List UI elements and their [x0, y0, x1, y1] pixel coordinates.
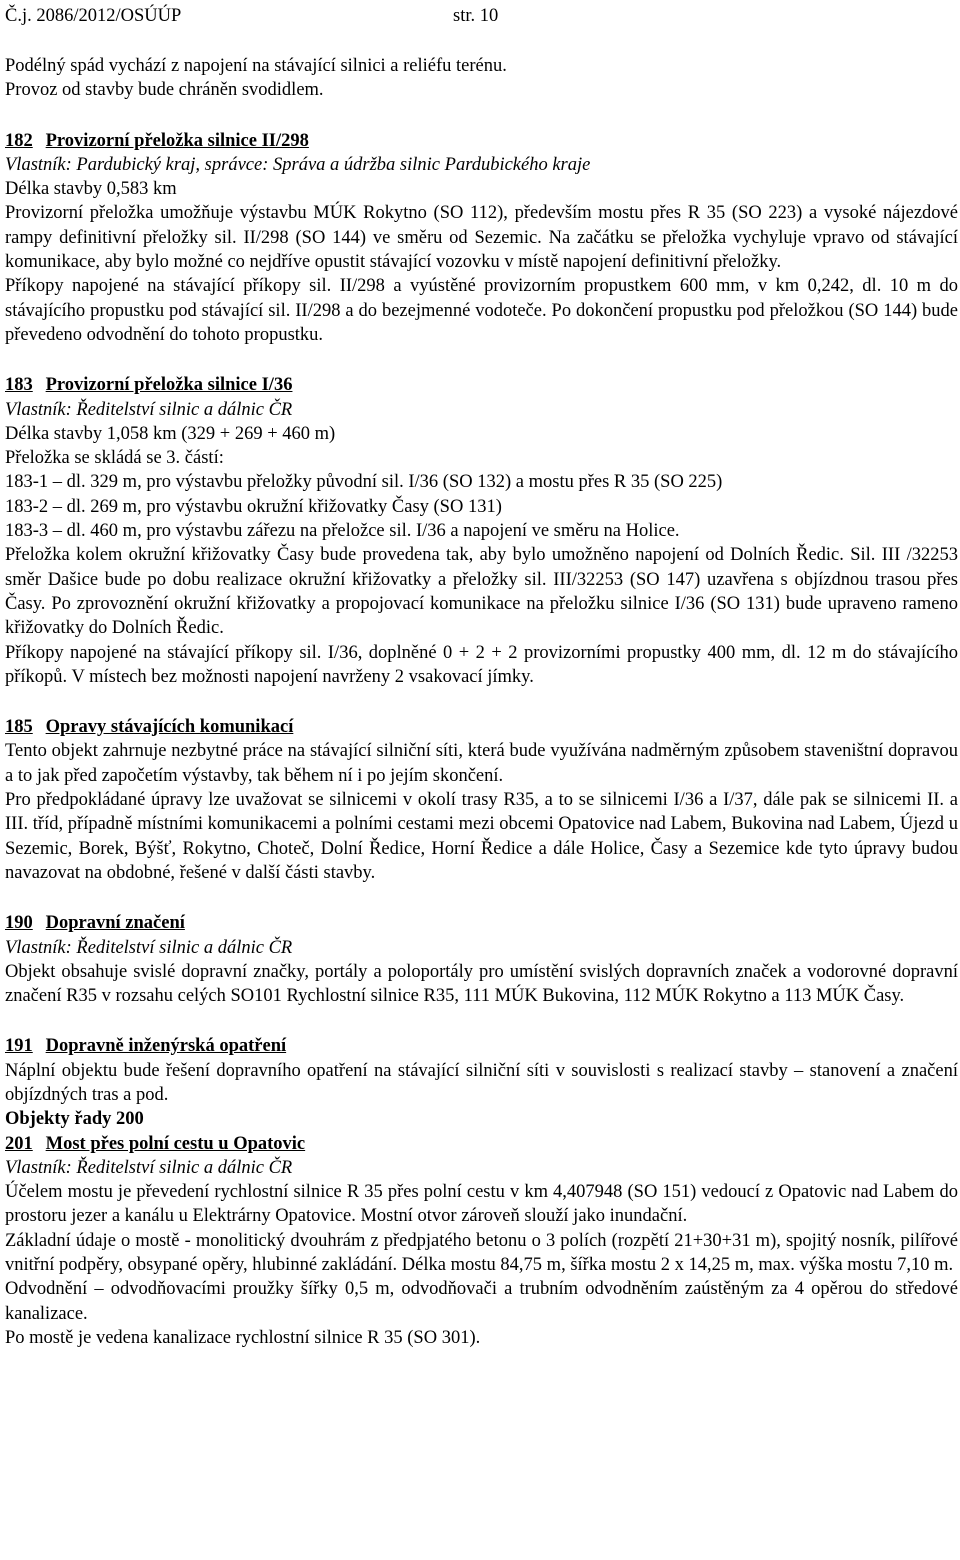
- paragraph: Tento objekt zahrnuje nezbytné práce na stávající silniční síti, která bude využívána nadměrným způsobem staveništní dopravou a to jak před započetím výstavby, tak během ní i po jejím skončení.: [5, 741, 958, 786]
- section-number: 185: [5, 717, 33, 738]
- section-owner: Vlastník: Pardubický kraj, správce: Správa a údržba silnic Pardubického kraje: [5, 154, 591, 175]
- paragraph: Pro předpokládané úpravy lze uvažovat se silnicemi v okolí trasy R35, a to se silnicemi I/36 a I/37, dále pak se silnicemi II. a III. tříd, případně místními komunikacemi a polními cestami mezi obcemi Opatovice nad Labem, Bukovina nad Labem, Újezd u Sezemic, Borek, Býšť, Rokytno, Choteč, Dolní Ředice, Horní Ředice a dále Holice, Časy a Sezemice kde tyto úpravy budou navazovat na obdobné, řešené v další části stavby.: [5, 790, 958, 883]
- document-page: [5, 4, 958, 1350]
- section-number: 183: [5, 375, 33, 396]
- section-heading-201: [5, 1132, 958, 1156]
- page-number: str. 10: [453, 6, 499, 26]
- section-number: 190: [5, 913, 33, 934]
- document-reference: Č.j. 2086/2012/OSÚÚP: [5, 6, 182, 26]
- section-number: 191: [5, 1036, 33, 1057]
- paragraph: Náplní objektu bude řešení dopravního opatření na stávající silniční síti v souvislosti s realizací stavby – stanovení a značení objízdných tras a pod.: [5, 1060, 958, 1105]
- section-title: Most přes polní cestu u Opatovic: [45, 1133, 306, 1154]
- section-length: Délka stavby 0,583 km: [5, 179, 177, 200]
- section-title: Opravy stávajících komunikací: [45, 717, 294, 738]
- section-number: 201: [5, 1133, 33, 1154]
- series-heading: Objekty řady 200: [5, 1109, 144, 1130]
- paragraph: Účelem mostu je převedení rychlostní silnice R 35 přes polní cestu v km 4,407948 (SO 151) vedoucí z Opatovic nad Labem do prostoru jezer a kanálu u Elektrárny Opatovice. Mostní otvor zároveň slouží jako inundační.: [5, 1182, 958, 1227]
- section-heading-183: [5, 373, 958, 397]
- paragraph: Přeložka kolem okružní křižovatky Časy bude provedena tak, aby bylo umožněno napojení od Dolních Ředic. Sil. III /32253 směr Dašice bude po dobu realizace okružní křižovatky a přeložky sil. III/32253 (SO 147) uzavřena s objízdnou trasou přes Časy. Po zprovoznění okružní křižovatky a propojovací komunikace na přeložku silnice I/36 (SO 131) bude upraveno rameno křižovatky do Dolních Ředic.: [5, 545, 958, 639]
- paragraph: Příkopy napojené na stávající příkopy sil. I/36, doplněné 0 + 2 + 2 provizorními propustky 400 mm, dl. 12 m do stávajícího příkopů. V místech bez možnosti napojení navrženy 2 vsakovací jímky.: [5, 642, 958, 687]
- section-owner: Vlastník: Ředitelství silnic a dálnic ČR: [5, 399, 293, 420]
- paragraph: Objekt obsahuje svislé dopravní značky, portály a poloportály pro umístění svislých dopravních značek a vodorovné dopravní značení R35 v rozsahu celých SO101 Rychlostní silnice R35, 111 MÚK Bukovina, 112 MÚK Rokytno a 113 MÚK Časy.: [5, 961, 958, 1007]
- intro-line: Podélný spád vychází z napojení na stávající silnici a reliéfu terénu.: [5, 56, 507, 76]
- paragraph: Příkopy napojené na stávající příkopy sil. II/298 a vyústěné provizorním propustkem 600 mm, v km 0,242, dl. 10 m do stávajícího propustku pod stávající sil. II/298 a do bezejmenné vodoteče. Po dokončení propustku pod přeložkou (SO 144) bude převedeno odvodnění do tohoto propustku.: [5, 276, 958, 345]
- section-length: Délka stavby 1,058 km (329 + 269 + 460 m): [5, 423, 336, 444]
- section-title: Provizorní přeložka silnice II/298: [45, 130, 309, 151]
- paragraph: Odvodnění – odvodňovacími proužky šířky 0,5 m, odvodňovači a trubním odvodněním zaústěným za 4 opěrou do středové kanalizace.: [5, 1279, 958, 1324]
- section-heading-190: [5, 911, 958, 935]
- section-heading-182: [5, 129, 958, 153]
- paragraph: Základní údaje o mostě - monolitický dvouhrám z předpjatého betonu o 3 polích (rozpětí 21+30+31 m), spojitý nosník, pilířové vnitřní podpěry, obsypané opěry, hlubinné zakládání. Délka mostu 84,75 m, šířka mostu 2 x 14,25 m, max. výška mostu 7,10 m.: [5, 1230, 958, 1276]
- part-item: 183-1 – dl. 329 m, pro výstavbu přeložky původní sil. I/36 (SO 132) a mostu přes R 35 (SO 225): [5, 472, 723, 493]
- section-heading-191: [5, 1034, 958, 1058]
- section-owner: Vlastník: Ředitelství silnic a dálnic ČR: [5, 1157, 293, 1178]
- part-item: 183-2 – dl. 269 m, pro výstavbu okružní křižovatky Časy (SO 131): [5, 496, 502, 517]
- section-number: 182: [5, 130, 33, 151]
- part-item: 183-3 – dl. 460 m, pro výstavbu zářezu na přeložce sil. I/36 a napojení ve směru na Holice.: [5, 521, 680, 542]
- section-title: Dopravně inženýrská opatření: [45, 1036, 287, 1057]
- section-title: Provizorní přeložka silnice I/36: [45, 375, 293, 396]
- paragraph: Po mostě je vedena kanalizace rychlostní silnice R 35 (SO 301).: [5, 1327, 481, 1348]
- paragraph: Provizorní přeložka umožňuje výstavbu MÚK Rokytno (SO 112), především mostu přes R 35 (SO 223) a vysoké nájezdové rampy definitivní přeložky sil. II/298 (SO 144) ve směru od Sezemic. Na začátku se přeložka vychyluje vpravo od stávající komunikace, aby bylo možné co nejdříve opustit stávající vozovku v místě napojení definitivní přeložky.: [5, 203, 958, 273]
- section-owner: Vlastník: Ředitelství silnic a dálnic ČR: [5, 937, 293, 958]
- section-heading-185: [5, 715, 958, 739]
- page-header: [5, 4, 958, 28]
- section-title: Dopravní značení: [45, 913, 185, 934]
- intro-line: Provoz od stavby bude chráněn svodidlem.: [5, 80, 324, 101]
- parts-intro: Přeložka se skládá se 3. částí:: [5, 448, 224, 469]
